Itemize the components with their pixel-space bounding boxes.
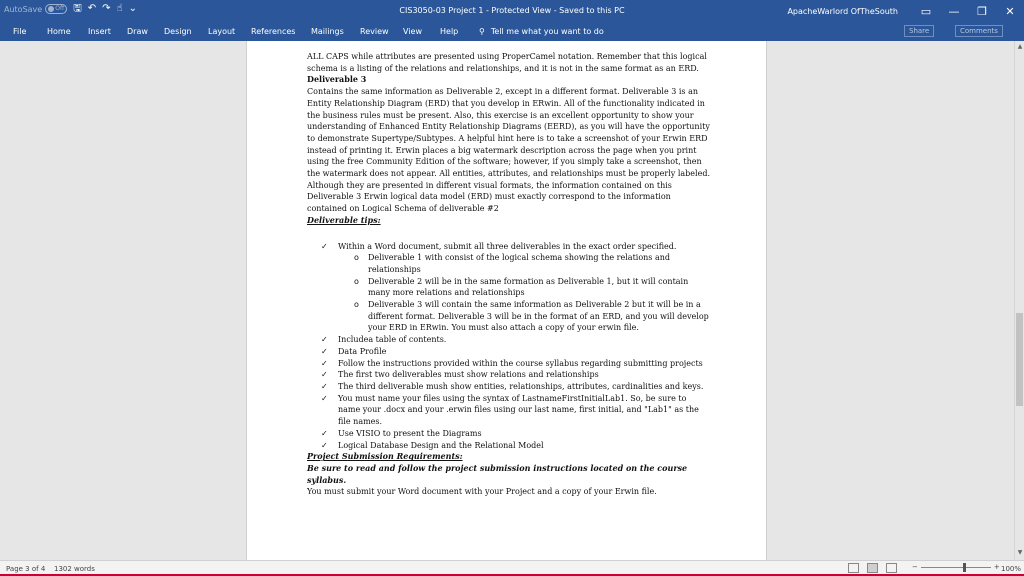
web-layout-icon[interactable] (886, 563, 897, 573)
vertical-scrollbar[interactable] (1014, 41, 1024, 560)
autosave-switch[interactable]: Off (45, 4, 67, 14)
scroll-up-icon[interactable]: ▲ (1017, 43, 1023, 50)
list-item: o Deliverable 1 with consist of the logical schema showing the relations and relationships (354, 252, 710, 275)
zoom-out-icon[interactable]: − (912, 563, 918, 571)
lightbulb-search-icon: ⚲ (479, 27, 485, 36)
user-name[interactable]: ApacheWarlord OfTheSouth (787, 6, 898, 16)
subtips-list (354, 252, 710, 334)
document-content (307, 51, 710, 498)
list-item: ✓ The third deliverable mush show entities, relationships, attributes, cardinalities and keys. (321, 381, 710, 393)
tell-me-text: Tell me what you want to do (490, 27, 604, 36)
tab-layout[interactable]: Layout (208, 27, 236, 36)
view-buttons (848, 563, 897, 573)
autosave-label: AutoSave (4, 4, 43, 14)
requirements-bold-text: Be sure to read and follow the project submission instructions located on the course syllabus. (307, 462, 688, 485)
tell-me-box[interactable] (479, 27, 604, 36)
requirements-heading: Project Submission Requirements: (307, 451, 463, 462)
zoom-slider-knob[interactable] (963, 563, 966, 572)
tab-references[interactable]: References (251, 27, 296, 36)
list-item (321, 241, 710, 335)
page-count[interactable]: Page 3 of 4 (6, 565, 46, 573)
deliverable3-paragraph: Contains the same information as Deliverable 2, except in a different format. Deliverable 3 is an Entity Relationship Diagram (ERD) that you develop in ERwin. All of the functionality indicated in the business rules must be present. Also, this exercise is an excellent opportunity to show your understanding of Enhanced Entity Relationship Diagrams (EERD), as you will have the opportunity to demonstrate Supertype/Subtypes. A helpful hint here is to take a screenshot of your Erwin ERD instead of printing it. Erwin places a big watermark description across the page when you print using the free Community Edition of the software; however, if you simply take a screenshot, then the watermark does not appear. All entities, attributes, and relationships must be properly labeled. Although they are presented in different visual formats, the information contained on this Deliverable 3 Erwin logical data model (ERD) must exactly correspond to the information contained on Logical Schema of deliverable #2 (307, 87, 710, 214)
zoom-in-icon[interactable]: + (993, 563, 1000, 571)
tips-list (321, 241, 710, 452)
tab-insert[interactable]: Insert (88, 27, 111, 36)
list-item: ✓ Use VISIO to present the Diagrams (321, 428, 710, 440)
list-item: ✓ Logical Database Design and the Relational Model (321, 440, 710, 452)
tab-draw[interactable]: Draw (127, 27, 148, 36)
close-button[interactable]: ✕ (1005, 4, 1015, 18)
redo-icon[interactable]: ↷ (102, 3, 111, 14)
zoom-level[interactable]: 100% (1001, 565, 1022, 573)
intro-paragraph: ALL CAPS while attributes are presented using ProperCamel notation. Remember that this logical schema is a listing of the relations and relationships, and it is not in the same format as an ERD. (307, 52, 707, 73)
ribbon-display-options-icon[interactable]: ▭ (920, 4, 932, 18)
tips-heading: Deliverable tips: (307, 214, 381, 225)
list-item: ✓ You must name your files using the syntax of LastnameFirstInitialLab1. So, be sure to name your .docx and your .erwin files using our last name, first initial, and "Lab1" as the file names. (321, 393, 710, 428)
ribbon-tabs (0, 22, 1024, 41)
zoom-slider[interactable] (921, 567, 991, 568)
minimize-button[interactable]: — (948, 4, 960, 18)
zoom-control (912, 563, 1000, 571)
tip-text: Within a Word document, submit all three deliverables in the exact order specified. (338, 241, 677, 251)
list-item: o Deliverable 2 will be in the same formation as Deliverable 1, but it will contain many more relations and relationships (354, 276, 710, 299)
undo-icon[interactable]: ↶ (87, 3, 97, 14)
list-item: ✓ The first two deliverables must show relations and relationships (321, 369, 710, 381)
print-layout-icon[interactable] (867, 563, 878, 573)
list-item: o Deliverable 3 will contain the same information as Deliverable 2 but it will be in a different format. Deliverable 3 will be in the format of an ERD, and you will develop your ERD in ERwin. You must also attach a copy of your erwin file. (354, 299, 710, 334)
share-button[interactable]: Share (904, 25, 934, 37)
tab-view[interactable]: View (403, 27, 422, 36)
tab-file[interactable]: File (13, 27, 27, 36)
customize-toolbar-icon[interactable]: ⌄ (128, 3, 138, 14)
tab-home[interactable]: Home (47, 27, 71, 36)
tab-design[interactable]: Design (164, 27, 192, 36)
deliverable3-heading: Deliverable 3 (307, 74, 367, 85)
restore-button[interactable]: ❐ (977, 4, 987, 18)
tab-review[interactable]: Review (360, 27, 389, 36)
read-mode-icon[interactable] (848, 563, 859, 573)
requirements-text: You must submit your Word document with your Project and a copy of your Erwin file. (307, 487, 657, 497)
document-area (0, 41, 1014, 560)
document-page[interactable] (246, 41, 767, 560)
scroll-down-icon[interactable]: ▼ (1017, 549, 1023, 556)
comments-button[interactable]: Comments (955, 25, 1003, 37)
tab-help[interactable]: Help (440, 27, 459, 36)
list-item: ✓ Data Profile (321, 346, 710, 358)
tab-mailings[interactable]: Mailings (311, 27, 344, 36)
word-count[interactable]: 1302 words (54, 565, 95, 573)
scrollbar-thumb[interactable] (1016, 313, 1023, 406)
window-title: CIS3050-03 Project 1 - Protected View - Saved to this PC (399, 6, 625, 15)
title-bar (0, 0, 1024, 22)
list-item: ✓ Follow the instructions provided within the course syllabus regarding submitting projects (321, 358, 710, 370)
touch-mode-icon[interactable]: ☝ (116, 3, 123, 14)
list-item: ✓ Includea table of contents. (321, 334, 710, 346)
save-icon[interactable]: 🖫 (73, 3, 82, 14)
